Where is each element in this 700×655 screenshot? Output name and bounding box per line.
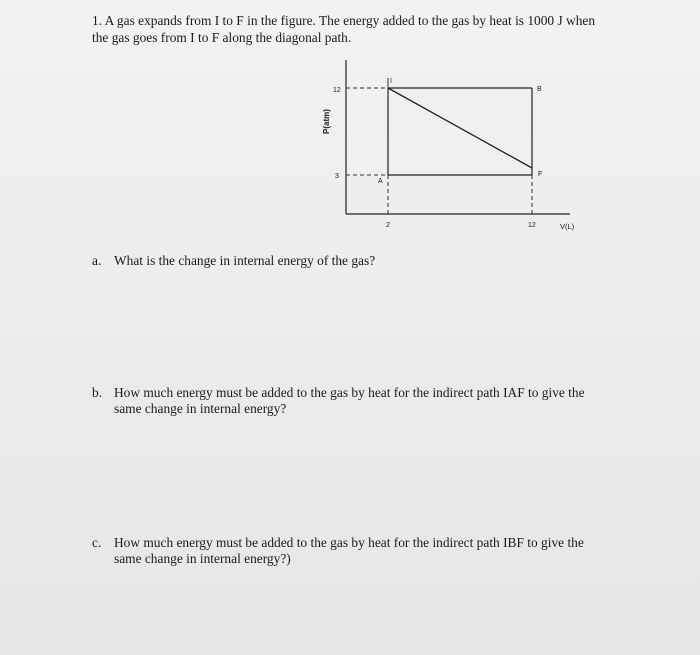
x-axis-title: V(L)	[560, 222, 575, 231]
path-IF-diagonal	[388, 88, 532, 168]
point-label-F: F	[538, 171, 543, 178]
problem-line-2: the gas goes from I to F along the diagonal path.	[92, 30, 352, 45]
part-c	[92, 535, 652, 567]
part-a-label: a.	[92, 253, 102, 268]
part-b	[92, 385, 652, 417]
x-tick-12: 12	[528, 222, 536, 229]
y-axis-title: P(atm)	[322, 109, 331, 134]
part-c-label: c.	[92, 535, 102, 550]
part-b-line-2: same change in internal energy?	[114, 401, 287, 416]
point-label-I: I	[390, 78, 392, 85]
part-c-line-1: How much energy must be added to the gas by heat for the indirect path IBF to give the	[114, 535, 584, 550]
x-tick-2: 2	[386, 222, 390, 229]
y-tick-3: 3	[335, 173, 339, 180]
y-tick-12: 12	[333, 87, 341, 94]
part-a	[92, 253, 652, 269]
problem-line-1: 1. A gas expands from I to F in the figure. The energy added to the gas by heat is 1000 J when	[92, 13, 596, 28]
point-label-A: A	[378, 178, 383, 185]
point-label-B: B	[537, 86, 542, 93]
part-c-line-2: same change in internal energy?)	[114, 551, 291, 566]
part-b-label: b.	[92, 385, 103, 400]
part-b-line-1: How much energy must be added to the gas by heat for the indirect path IAF to give the	[114, 385, 585, 400]
part-a-text: What is the change in internal energy of the gas?	[114, 253, 376, 268]
